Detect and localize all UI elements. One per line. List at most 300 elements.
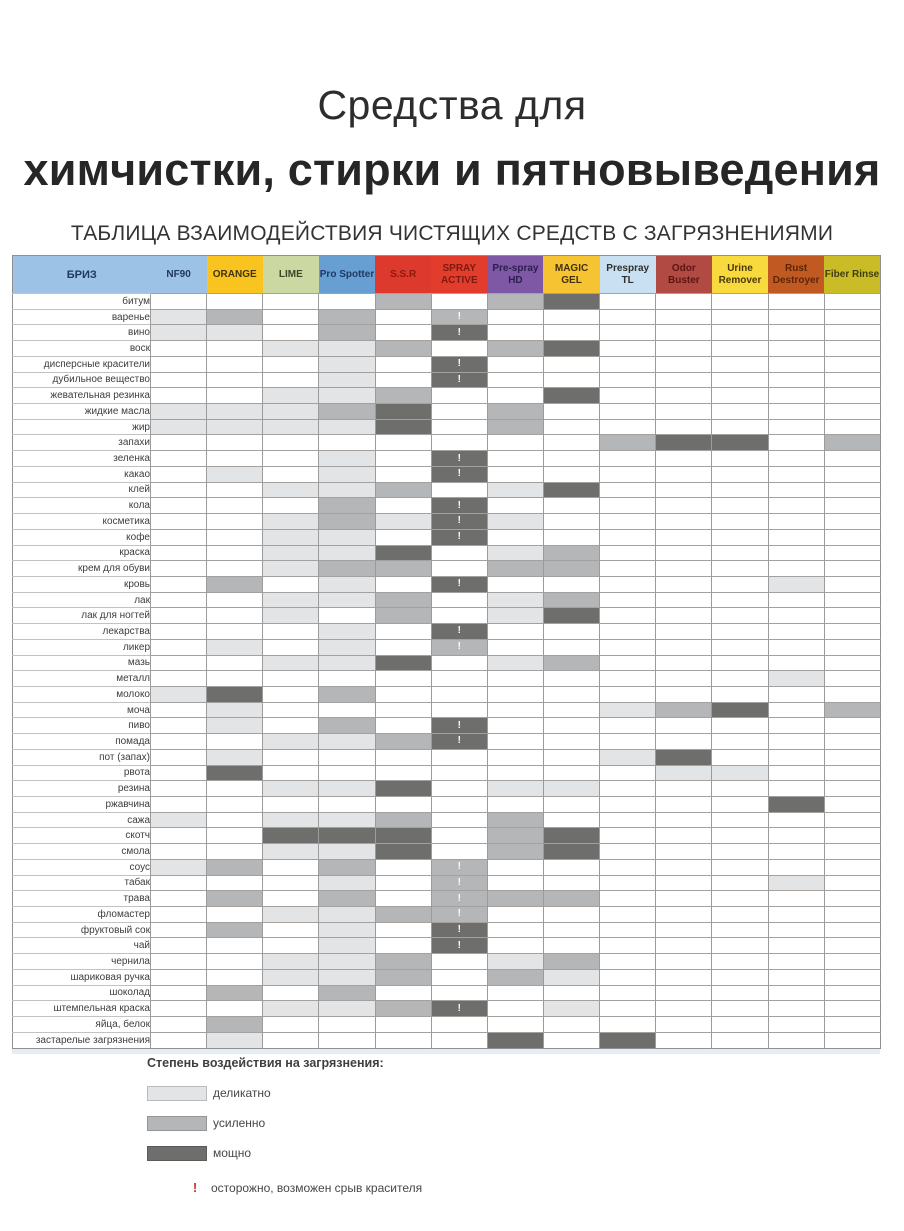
matrix-cell <box>824 686 880 702</box>
matrix-cell <box>207 954 263 970</box>
matrix-cell <box>207 388 263 404</box>
matrix-cell <box>487 435 543 451</box>
matrix-cell <box>319 1017 375 1033</box>
matrix-cell <box>600 655 656 671</box>
matrix-cell <box>656 294 712 310</box>
matrix-cell <box>431 561 487 577</box>
matrix-cell <box>263 388 319 404</box>
swatch-dark <box>147 1146 207 1161</box>
matrix-cell <box>375 608 431 624</box>
matrix-cell <box>600 781 656 797</box>
matrix-cell <box>375 749 431 765</box>
matrix-cell <box>263 907 319 923</box>
row-label: шоколад <box>13 985 151 1001</box>
matrix-cell <box>543 938 599 954</box>
matrix-cell <box>656 781 712 797</box>
matrix-cell <box>431 1001 487 1017</box>
column-header: S.S.R <box>375 256 431 294</box>
column-header: NF90 <box>151 256 207 294</box>
matrix-cell <box>543 514 599 530</box>
matrix-cell <box>824 969 880 985</box>
matrix-cell <box>824 309 880 325</box>
matrix-cell <box>712 639 768 655</box>
matrix-cell <box>431 1017 487 1033</box>
matrix-cell <box>768 907 824 923</box>
table-row <box>13 529 881 545</box>
matrix-cell <box>712 529 768 545</box>
matrix-cell <box>431 309 487 325</box>
matrix-cell <box>319 718 375 734</box>
matrix-cell <box>487 466 543 482</box>
matrix-cell <box>263 781 319 797</box>
matrix-cell <box>319 325 375 341</box>
legend-item-strong <box>147 1146 627 1160</box>
matrix-cell <box>824 624 880 640</box>
matrix-cell <box>375 309 431 325</box>
matrix-cell <box>543 891 599 907</box>
matrix-cell <box>543 702 599 718</box>
matrix-cell <box>207 482 263 498</box>
table-row <box>13 828 881 844</box>
row-label: косметика <box>13 514 151 530</box>
matrix-cell <box>824 325 880 341</box>
matrix-cell <box>263 372 319 388</box>
matrix-cell <box>600 1032 656 1048</box>
matrix-cell <box>768 529 824 545</box>
row-label: кофе <box>13 529 151 545</box>
matrix-cell <box>431 482 487 498</box>
matrix-cell <box>151 655 207 671</box>
matrix-cell <box>151 781 207 797</box>
table-row <box>13 561 881 577</box>
matrix-cell <box>656 907 712 923</box>
matrix-cell <box>656 954 712 970</box>
matrix-cell <box>263 1032 319 1048</box>
matrix-cell <box>768 576 824 592</box>
matrix-cell <box>712 781 768 797</box>
matrix-cell <box>207 671 263 687</box>
row-label: жевательная резинка <box>13 388 151 404</box>
matrix-cell <box>768 686 824 702</box>
matrix-cell <box>768 451 824 467</box>
matrix-cell <box>375 624 431 640</box>
matrix-cell <box>207 592 263 608</box>
matrix-cell <box>543 608 599 624</box>
matrix-cell <box>151 451 207 467</box>
matrix-cell <box>263 702 319 718</box>
matrix-cell <box>543 529 599 545</box>
matrix-cell <box>375 718 431 734</box>
matrix-cell <box>712 985 768 1001</box>
matrix-cell <box>768 954 824 970</box>
matrix-cell <box>207 639 263 655</box>
matrix-cell <box>151 529 207 545</box>
row-label: краска <box>13 545 151 561</box>
matrix-cell <box>712 671 768 687</box>
warning-exclamation-mark: ! <box>192 1180 198 1195</box>
matrix-cell <box>712 718 768 734</box>
matrix-cell <box>375 451 431 467</box>
row-label: металл <box>13 671 151 687</box>
matrix-cell <box>768 718 824 734</box>
matrix-cell <box>431 294 487 310</box>
matrix-cell <box>543 624 599 640</box>
table-row <box>13 907 881 923</box>
matrix-cell <box>656 859 712 875</box>
matrix-cell <box>656 844 712 860</box>
matrix-cell <box>824 294 880 310</box>
matrix-cell <box>431 529 487 545</box>
matrix-cell <box>712 969 768 985</box>
matrix-cell <box>487 592 543 608</box>
matrix-cell <box>151 859 207 875</box>
matrix-cell <box>768 765 824 781</box>
table-row <box>13 749 881 765</box>
table-row <box>13 954 881 970</box>
matrix-cell <box>656 749 712 765</box>
dye-warning-mark: ! <box>457 939 461 951</box>
matrix-cell <box>151 812 207 828</box>
matrix-cell <box>319 356 375 372</box>
matrix-cell <box>543 1001 599 1017</box>
matrix-cell <box>263 797 319 813</box>
matrix-cell <box>600 859 656 875</box>
matrix-cell <box>656 686 712 702</box>
matrix-cell <box>656 1001 712 1017</box>
matrix-cell <box>487 561 543 577</box>
matrix-cell <box>375 466 431 482</box>
matrix-cell <box>824 561 880 577</box>
matrix-cell <box>768 466 824 482</box>
dye-warning-mark: ! <box>457 908 461 920</box>
matrix-cell <box>600 309 656 325</box>
table-row <box>13 356 881 372</box>
matrix-cell <box>151 388 207 404</box>
dye-warning-mark: ! <box>457 719 461 731</box>
matrix-cell <box>151 671 207 687</box>
interaction-table <box>12 255 880 1054</box>
matrix-cell <box>151 404 207 420</box>
matrix-cell <box>768 561 824 577</box>
dye-warning-mark: ! <box>457 515 461 527</box>
matrix-cell <box>712 922 768 938</box>
matrix-cell <box>824 466 880 482</box>
matrix-cell <box>207 1001 263 1017</box>
matrix-cell <box>600 891 656 907</box>
matrix-cell <box>487 341 543 357</box>
row-label: шариковая ручка <box>13 969 151 985</box>
matrix-cell <box>543 1032 599 1048</box>
matrix-cell <box>487 545 543 561</box>
matrix-cell <box>375 702 431 718</box>
matrix-cell <box>263 938 319 954</box>
matrix-cell <box>207 859 263 875</box>
matrix-cell <box>431 435 487 451</box>
matrix-cell <box>431 466 487 482</box>
matrix-cell <box>375 372 431 388</box>
matrix-cell <box>263 844 319 860</box>
matrix-cell <box>431 325 487 341</box>
matrix-cell <box>151 435 207 451</box>
matrix-cell <box>375 734 431 750</box>
matrix-cell <box>151 639 207 655</box>
matrix-cell <box>543 749 599 765</box>
matrix-cell <box>656 545 712 561</box>
matrix-cell <box>151 686 207 702</box>
matrix-cell <box>263 671 319 687</box>
matrix-cell <box>319 765 375 781</box>
matrix-cell <box>431 419 487 435</box>
matrix-cell <box>768 592 824 608</box>
table-row <box>13 451 881 467</box>
table-row <box>13 608 881 624</box>
matrix-cell <box>151 576 207 592</box>
table-row <box>13 325 881 341</box>
matrix-cell <box>712 765 768 781</box>
matrix-cell <box>656 388 712 404</box>
matrix-cell <box>319 781 375 797</box>
matrix-cell <box>487 969 543 985</box>
matrix-cell <box>375 891 431 907</box>
matrix-cell <box>375 341 431 357</box>
matrix-cell <box>656 765 712 781</box>
matrix-cell <box>712 828 768 844</box>
matrix-cell <box>319 372 375 388</box>
column-header: LIME <box>263 256 319 294</box>
matrix-cell <box>151 922 207 938</box>
matrix-cell <box>656 655 712 671</box>
matrix-cell <box>431 969 487 985</box>
matrix-cell <box>263 655 319 671</box>
matrix-cell <box>431 812 487 828</box>
table-row <box>13 1001 881 1017</box>
matrix-cell <box>543 561 599 577</box>
matrix-cell <box>712 466 768 482</box>
matrix-cell <box>768 294 824 310</box>
matrix-cell <box>263 404 319 420</box>
matrix-cell <box>319 388 375 404</box>
matrix-cell <box>431 639 487 655</box>
dye-warning-mark: ! <box>457 578 461 590</box>
matrix-cell <box>207 781 263 797</box>
table-row <box>13 294 881 310</box>
matrix-cell <box>207 922 263 938</box>
matrix-cell <box>375 812 431 828</box>
matrix-cell <box>768 624 824 640</box>
matrix-cell <box>263 592 319 608</box>
matrix-cell <box>431 954 487 970</box>
matrix-cell <box>600 624 656 640</box>
matrix-cell <box>487 907 543 923</box>
matrix-cell <box>712 624 768 640</box>
table-row <box>13 576 881 592</box>
matrix-cell <box>319 671 375 687</box>
matrix-cell <box>487 451 543 467</box>
column-header: Odor Buster <box>656 256 712 294</box>
matrix-cell <box>768 828 824 844</box>
matrix-cell <box>263 875 319 891</box>
table-row <box>13 671 881 687</box>
table-row <box>13 812 881 828</box>
row-label: крем для обуви <box>13 561 151 577</box>
matrix-cell <box>600 702 656 718</box>
table-row <box>13 404 881 420</box>
matrix-cell <box>824 671 880 687</box>
table-row <box>13 922 881 938</box>
matrix-cell <box>656 514 712 530</box>
matrix-cell <box>151 356 207 372</box>
matrix-cell <box>375 498 431 514</box>
table-row <box>13 859 881 875</box>
matrix-cell <box>487 482 543 498</box>
matrix-cell <box>431 907 487 923</box>
table-row <box>13 639 881 655</box>
matrix-cell <box>207 325 263 341</box>
matrix-cell <box>431 844 487 860</box>
matrix-cell <box>319 1001 375 1017</box>
matrix-cell <box>487 859 543 875</box>
matrix-cell <box>600 985 656 1001</box>
matrix-cell <box>543 294 599 310</box>
matrix-cell <box>263 466 319 482</box>
matrix-cell <box>768 781 824 797</box>
matrix-cell <box>431 891 487 907</box>
matrix-cell <box>824 797 880 813</box>
matrix-cell <box>319 294 375 310</box>
matrix-cell <box>543 765 599 781</box>
matrix-cell <box>656 922 712 938</box>
dye-warning-mark: ! <box>457 358 461 370</box>
row-label: битум <box>13 294 151 310</box>
table-row <box>13 781 881 797</box>
matrix-cell <box>712 859 768 875</box>
matrix-cell <box>431 985 487 1001</box>
matrix-cell <box>151 325 207 341</box>
row-label: смола <box>13 844 151 860</box>
matrix-cell <box>768 985 824 1001</box>
matrix-cell <box>600 404 656 420</box>
matrix-cell <box>487 671 543 687</box>
matrix-cell <box>375 419 431 435</box>
matrix-cell <box>151 294 207 310</box>
matrix-cell <box>543 419 599 435</box>
matrix-cell <box>600 466 656 482</box>
matrix-cell <box>768 608 824 624</box>
matrix-cell <box>151 907 207 923</box>
page-title-line2: химчистки, стирки и пятновыведения <box>23 144 881 195</box>
matrix-cell <box>768 938 824 954</box>
matrix-cell <box>656 404 712 420</box>
matrix-cell <box>319 592 375 608</box>
row-label: застарелые загрязнения <box>13 1032 151 1048</box>
matrix-cell <box>768 388 824 404</box>
table-row <box>13 514 881 530</box>
matrix-cell <box>712 341 768 357</box>
matrix-cell <box>487 797 543 813</box>
dye-warning-mark: ! <box>457 468 461 480</box>
matrix-cell <box>487 765 543 781</box>
row-label: чай <box>13 938 151 954</box>
dye-warning-mark: ! <box>457 499 461 511</box>
matrix-cell <box>487 419 543 435</box>
matrix-cell <box>600 828 656 844</box>
matrix-cell <box>151 938 207 954</box>
matrix-cell <box>207 576 263 592</box>
row-label: пот (запах) <box>13 749 151 765</box>
table-row <box>13 309 881 325</box>
matrix-cell <box>824 907 880 923</box>
row-label: резина <box>13 781 151 797</box>
matrix-cell <box>543 372 599 388</box>
matrix-cell <box>600 356 656 372</box>
matrix-cell <box>487 1001 543 1017</box>
matrix-cell <box>543 922 599 938</box>
matrix-cell <box>487 954 543 970</box>
matrix-cell <box>487 639 543 655</box>
matrix-cell <box>151 372 207 388</box>
matrix-cell <box>151 1032 207 1048</box>
matrix-cell <box>151 514 207 530</box>
matrix-cell <box>543 341 599 357</box>
matrix-cell <box>712 702 768 718</box>
matrix-cell <box>487 781 543 797</box>
matrix-cell <box>768 1001 824 1017</box>
matrix-cell <box>151 1017 207 1033</box>
matrix-cell <box>487 828 543 844</box>
matrix-cell <box>768 482 824 498</box>
row-label: табак <box>13 875 151 891</box>
matrix-cell <box>319 309 375 325</box>
matrix-cell <box>824 592 880 608</box>
matrix-cell <box>487 718 543 734</box>
matrix-cell <box>319 576 375 592</box>
matrix-cell <box>824 749 880 765</box>
matrix-cell <box>319 1032 375 1048</box>
matrix-cell <box>263 1001 319 1017</box>
matrix-cell <box>656 529 712 545</box>
warning-text: осторожно, возможен срыв красителя <box>211 1180 423 1195</box>
matrix-cell <box>768 514 824 530</box>
matrix-cell <box>768 1017 824 1033</box>
matrix-cell <box>543 969 599 985</box>
matrix-cell <box>656 608 712 624</box>
matrix-cell <box>712 404 768 420</box>
dye-warning-mark: ! <box>457 452 461 464</box>
matrix-cell <box>712 592 768 608</box>
matrix-cell <box>207 765 263 781</box>
matrix-cell <box>656 576 712 592</box>
row-label: штемпельная краска <box>13 1001 151 1017</box>
row-label: мазь <box>13 655 151 671</box>
matrix-cell <box>375 294 431 310</box>
matrix-cell <box>375 828 431 844</box>
matrix-cell <box>207 435 263 451</box>
matrix-cell <box>151 608 207 624</box>
table-row <box>13 341 881 357</box>
matrix-cell <box>207 466 263 482</box>
matrix-cell <box>263 608 319 624</box>
matrix-cell <box>543 859 599 875</box>
table-row <box>13 1017 881 1033</box>
matrix-cell <box>431 781 487 797</box>
table-bottom-strip <box>12 1049 880 1054</box>
matrix-cell <box>431 1032 487 1048</box>
matrix-cell <box>824 404 880 420</box>
matrix-cell <box>656 451 712 467</box>
row-label: дисперсные красители <box>13 356 151 372</box>
matrix-cell <box>712 749 768 765</box>
matrix-cell <box>207 734 263 750</box>
